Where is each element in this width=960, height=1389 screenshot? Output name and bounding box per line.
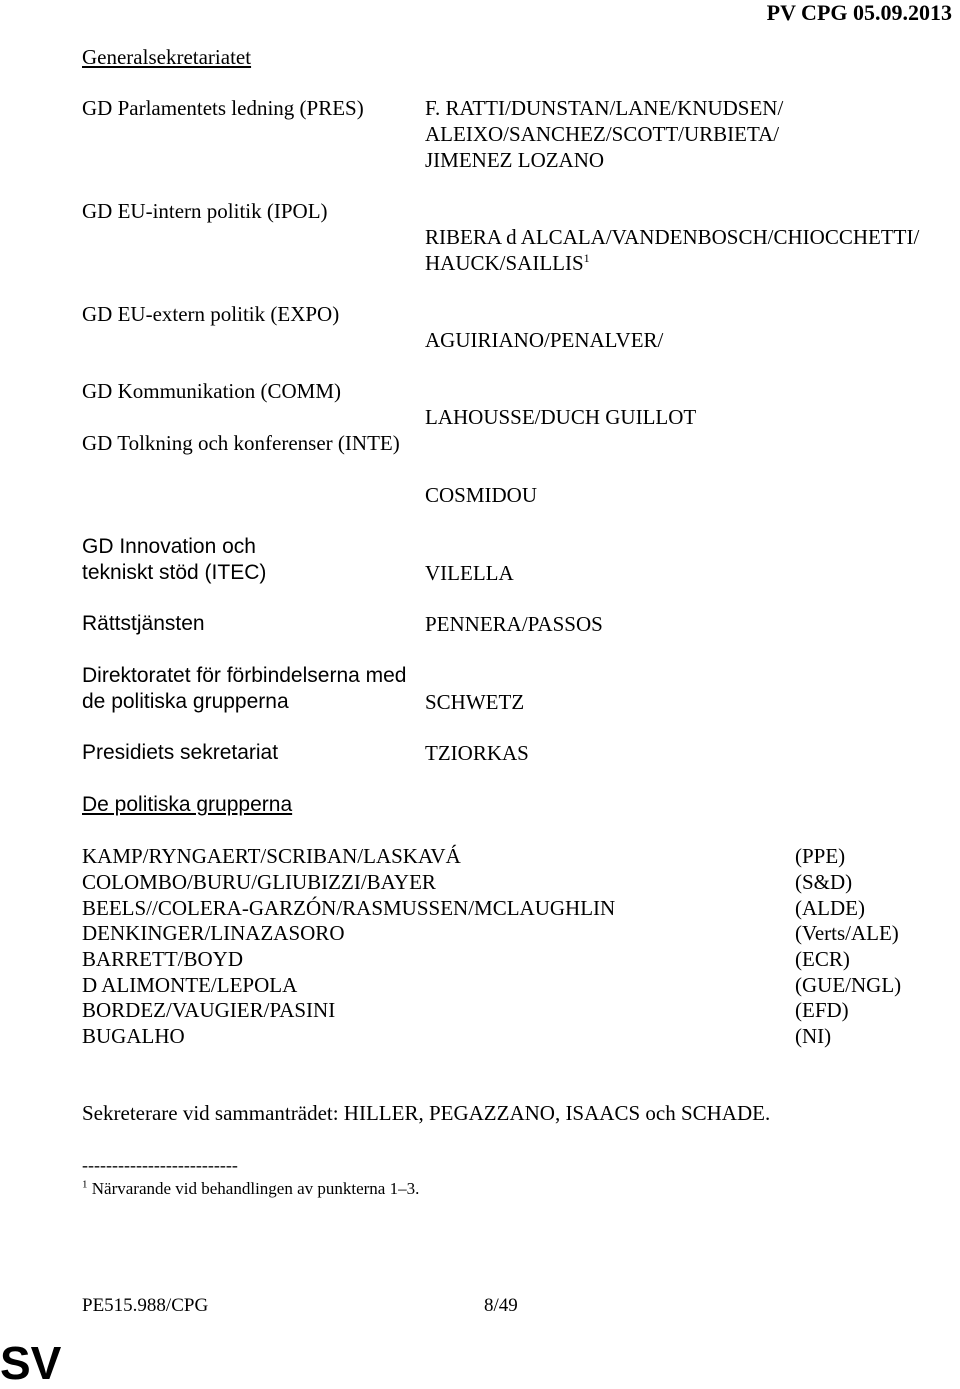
dept-inte: GD Tolkning och konferenser (INTE) [82,431,400,455]
dept-ipol: GD EU-intern politik (IPOL) [82,199,328,223]
names-pres-line1: F. RATTI/DUNSTAN/LANE/KNUDSEN/ [425,96,784,120]
dept-itec-line1: GD Innovation och [82,535,256,558]
group-row-names: DENKINGER/LINAZASORO [82,921,345,945]
page-number: 8/49 [484,1295,518,1316]
group-row-label: (ALDE) [795,896,865,920]
names-ipol-line1: RIBERA d ALCALA/VANDENBOSCH/CHIOCCHETTI/ [425,225,920,249]
names-ipol-line2 [425,250,590,276]
footnote-reference-mark: 1 [583,251,590,265]
dept-expo: GD EU-extern politik (EXPO) [82,302,340,326]
names-pres-line2: ALEIXO/SANCHEZ/SCOTT/URBIETA/ [425,122,780,146]
dept-comm: GD Kommunikation (COMM) [82,379,341,403]
dept-itec-line2: tekniskt stöd (ITEC) [82,561,267,584]
dept-bureau-secretariat: Presidiets sekretariat [82,741,279,764]
group-row-names: COLOMBO/BURU/GLIUBIZZI/BAYER [82,870,436,894]
names-expo: AGUIRIANO/PENALVER/ [425,328,664,352]
document-number: PE515.988/CPG [82,1295,209,1316]
groups-heading: De politiska grupperna [82,793,293,816]
footnote-text: Närvarande vid behandlingen av punkterna 1–3. [91,1179,420,1198]
dept-legal-service: Rättstjänsten [82,612,205,635]
names-itec: VILELLA [425,561,514,585]
names-pres-line3: JIMENEZ LOZANO [425,148,605,172]
names-ipol-text: HAUCK/SAILLIS [425,251,584,275]
group-row-names: D ALIMONTE/LEPOLA [82,973,298,997]
footnote-separator: -------------------------- [82,1155,238,1175]
footnote-mark: 1 [82,1178,88,1191]
names-political-groups-relations: SCHWETZ [425,690,525,714]
secretaries-line: Sekreterare vid sammanträdet: HILLER, PEGAZZANO, ISAACS och SCHADE. [82,1101,771,1125]
language-code: SV [0,1337,62,1389]
group-row-label: (NI) [795,1024,832,1048]
dept-pres: GD Parlamentets ledning (PRES) [82,96,364,120]
names-legal-service: PENNERA/PASSOS [425,612,603,636]
group-row-names: BORDEZ/VAUGIER/PASINI [82,998,336,1022]
footnote [82,1178,419,1200]
names-comm: LAHOUSSE/DUCH GUILLOT [425,405,697,429]
names-bureau-secretariat: TZIORKAS [425,741,529,765]
document-reference: PV CPG 05.09.2013 [766,0,952,25]
group-row-label: (S&D) [795,870,853,894]
dept-political-groups-relations-line1: Direktoratet för förbindelserna med [82,664,407,687]
dept-political-groups-relations-line2: de politiska grupperna [82,690,289,713]
group-row-label: (ECR) [795,947,850,971]
names-inte: COSMIDOU [425,483,538,507]
secretariat-heading: Generalsekretariatet [82,45,252,69]
group-row-names: BUGALHO [82,1024,185,1048]
group-row-label: (GUE/NGL) [795,973,902,997]
group-row-label: (EFD) [795,998,849,1022]
group-row-names: KAMP/RYNGAERT/SCRIBAN/LASKAVÁ [82,844,461,868]
group-row-names: BEELS//COLERA-GARZÓN/RASMUSSEN/MCLAUGHLIN [82,896,616,920]
group-row-label: (Verts/ALE) [795,921,899,945]
group-row-names: BARRETT/BOYD [82,947,244,971]
group-row-label: (PPE) [795,844,846,868]
